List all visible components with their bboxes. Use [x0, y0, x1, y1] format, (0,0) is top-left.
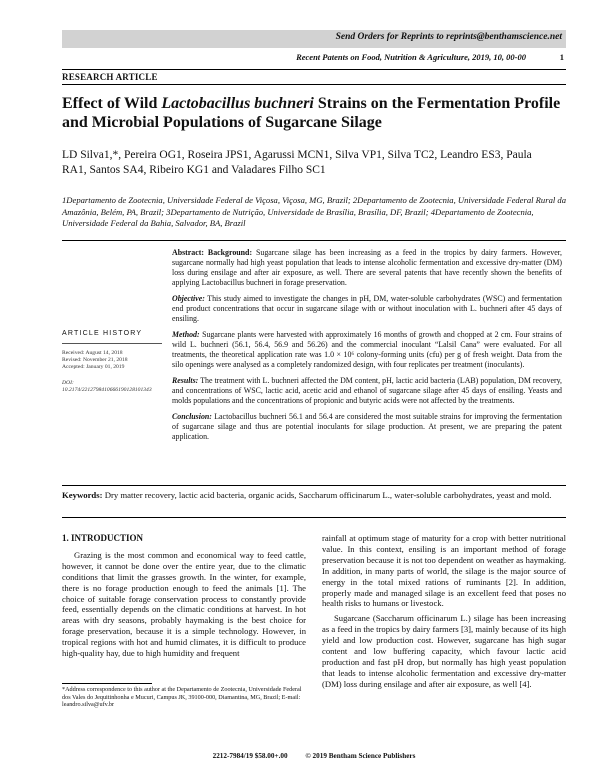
method-text: Sugarcane plants were harvested with approximately 16 months of growth and chopped at 2 cm. Four strains of wild L. buchneri (56.1, 56.4, 56.9 and 56.26) and the commercial inoculant “Lalsil Cana” were evaluated. For all treatments, the theoretical application rate was 1.0 × 10⁶ colony-forming units (cfu) per g of fresh weight. Data from the silo openings were analysed as a completely randomized design, with four replicates per treatment (inoculants). [172, 330, 562, 369]
abstract [172, 248, 562, 448]
method-label: Method: [172, 330, 200, 339]
keywords-text: Dry matter recovery, lactic acid bacteria, organic acids, Saccharum officinarum L., water-soluble carbohydrates, yeast and mold. [102, 490, 552, 500]
abstract-results [172, 376, 562, 406]
paragraph: Grazing is the most common and economical way to feed cattle, however, it cannot be done over the entire year, due to the climatic conditions that limit the grasses growth. In the winter, for example, there is no forage production enough to feed the animals [1]. The choice of suitable forage conservation process to constantly provide feed, essentially depends on the climatic conditions at harvest. In hot areas with dry seasons, probably haymaking is the best choice for forage preservation, because it is a simple technology. However, in tropical regions with hot and humid climates, it is difficult to produce high-quality hay, due to high humidity and frequent [62, 549, 306, 659]
results-text: The treatment with L. buchneri affected the DM content, pH, lactic acid bacteria (LAB) population, DM recovery, and concentrations of WSC, lactic acid, acetic acid and ethanol of sugarcane silage after 45 days of ensiling. Yeasts and molds populations and the concentrations of propionic and butyric acids were not affected by the treatments. [172, 376, 562, 405]
divider [62, 485, 566, 486]
article-history-heading: ARTICLE HISTORY [62, 330, 143, 337]
accepted-date: Accepted: January 01, 2019 [62, 364, 125, 370]
issn-price: 2212-7984/19 $58.00+.00 [212, 752, 288, 760]
paragraph: Sugarcane (Saccharum officinarum L.) silage has been increasing as a feed in the tropics by dairy farmers [3], mainly because of its high yield and low production cost. However, sugarcane has high sugar content and low buffering capacity, which favour lactic acid production and fast pH drop, but normally has high yeast population that leads to intense alcoholic fermentation and excessive dry-matter (DM) loss during ensilage and after air exposure, as well [4]. [322, 613, 566, 689]
revised-date: Revised: November 21, 2018 [62, 357, 128, 363]
doi [62, 380, 167, 394]
conclusion-text: Lactobacillus buchneri 56.1 and 56.4 are considered the most suitable strains for improving the fermentation of sugarcane silage and thus are potential inoculants for silage production. At present, we are preparing the patent application. [172, 412, 562, 441]
title-species: Lactobacillus buchneri [161, 95, 314, 112]
conclusion-label: Conclusion: [172, 412, 212, 421]
article-history-dates [62, 350, 167, 371]
results-label: Results: [172, 376, 199, 385]
divider [62, 240, 566, 241]
abstract-objective [172, 294, 562, 324]
footnote-rule [62, 683, 152, 684]
keywords-label: Keywords: [62, 490, 103, 500]
background-label: Abstract: Background: [172, 248, 253, 257]
body-right-column [322, 533, 566, 690]
title-part1: Effect of Wild [62, 95, 162, 112]
abstract-background [172, 248, 562, 288]
copyright: © 2019 Bentham Science Publishers [305, 752, 416, 760]
paper-title [62, 94, 566, 132]
abstract-method [172, 330, 562, 370]
doi-label: DOI: [62, 380, 74, 386]
page-number: 1 [559, 52, 564, 62]
paragraph: rainfall at optimum stage of maturity for a crop with better nutritional value. In this context, ensiling is an important method of forage preservation because it is not too dependent on weather as haymaking. In addition, in many parts of world, the silage is the major source of energy in the total mixed rations of ruminants [2]. In addition, properly made and managed silage is an excellent feed that poses no health risks to humans or livestock. [322, 533, 566, 609]
divider [62, 517, 566, 518]
page-footer [62, 752, 566, 760]
received-date: Received: August 14, 2018 [62, 350, 123, 356]
background-text: Sugarcane silage has been increasing as a feed in the tropics by dairy farmers. However, sugarcane normally had high yeast population that leads to intense alcoholic fermentation and excessive dry-matter (DM) loss during ensilage and after air exposure, as well. There are several patents that have recently shown the benefits of applying Lactobacillus buchneri in forage preservation. [172, 248, 562, 287]
objective-text: This study aimed to investigate the changes in pH, DM, water-soluble carbohydrates (WSC) and fermentation end product concentrations that occur in sugarcane silage with or without inoculation with L. buchneri after 45 days of ensiling. [172, 294, 562, 323]
reprints-text: Send Orders for Reprints to reprints@benthamscience.net [335, 32, 562, 42]
keywords [62, 490, 566, 501]
abstract-conclusion [172, 412, 562, 442]
author-list: LD Silva1,*, Pereira OG1, Roseira JPS1, Agarussi MCN1, Silva VP1, Silva TC2, Leandro ES3, Paula RA1, Santos SA4, Ribeiro KG1 and Valadares Filho SC1 [62, 149, 532, 176]
article-type: RESEARCH ARTICLE [62, 69, 566, 85]
title-part2: Strains on the Fermentation Profile and Microbial Populations of Sugarcane Silage [62, 95, 561, 131]
body-left-column [62, 533, 306, 659]
journal-name: Recent Patents on Food, Nutrition & Agriculture, 2019, 10, 00-00 [296, 52, 526, 62]
doi-link[interactable]: 10.2174/2212798410666190128101343 [62, 387, 152, 393]
section-heading: 1. INTRODUCTION [62, 533, 144, 543]
reprints-banner [62, 30, 566, 48]
correspondence-footnote: *Address correspondence to this author at the Departamento de Zootecnia, Universidade Federal dos Vales do Jequitinhonha e Mucuri, Campus JK, 39100-000, Diamantina, MG, Brazil; E-mail: leandro.silva@ufv.br [62, 686, 302, 709]
objective-label: Objective: [172, 294, 205, 303]
divider [62, 343, 162, 344]
affiliations: 1Departamento de Zootecnia, Universidade Federal de Viçosa, Viçosa, MG, Brazil; 2Departamento de Zootecnia, Universidade Federal Rural da Amazônia, Belém, PA, Brazil; 3Departamento de Nutrição, Universidade de Brasília, Brasília, DF, Brazil; 4Departamento de Zootecnia, Universidade Federal da Bahia, Salvador, BA, Brazil [62, 195, 566, 228]
